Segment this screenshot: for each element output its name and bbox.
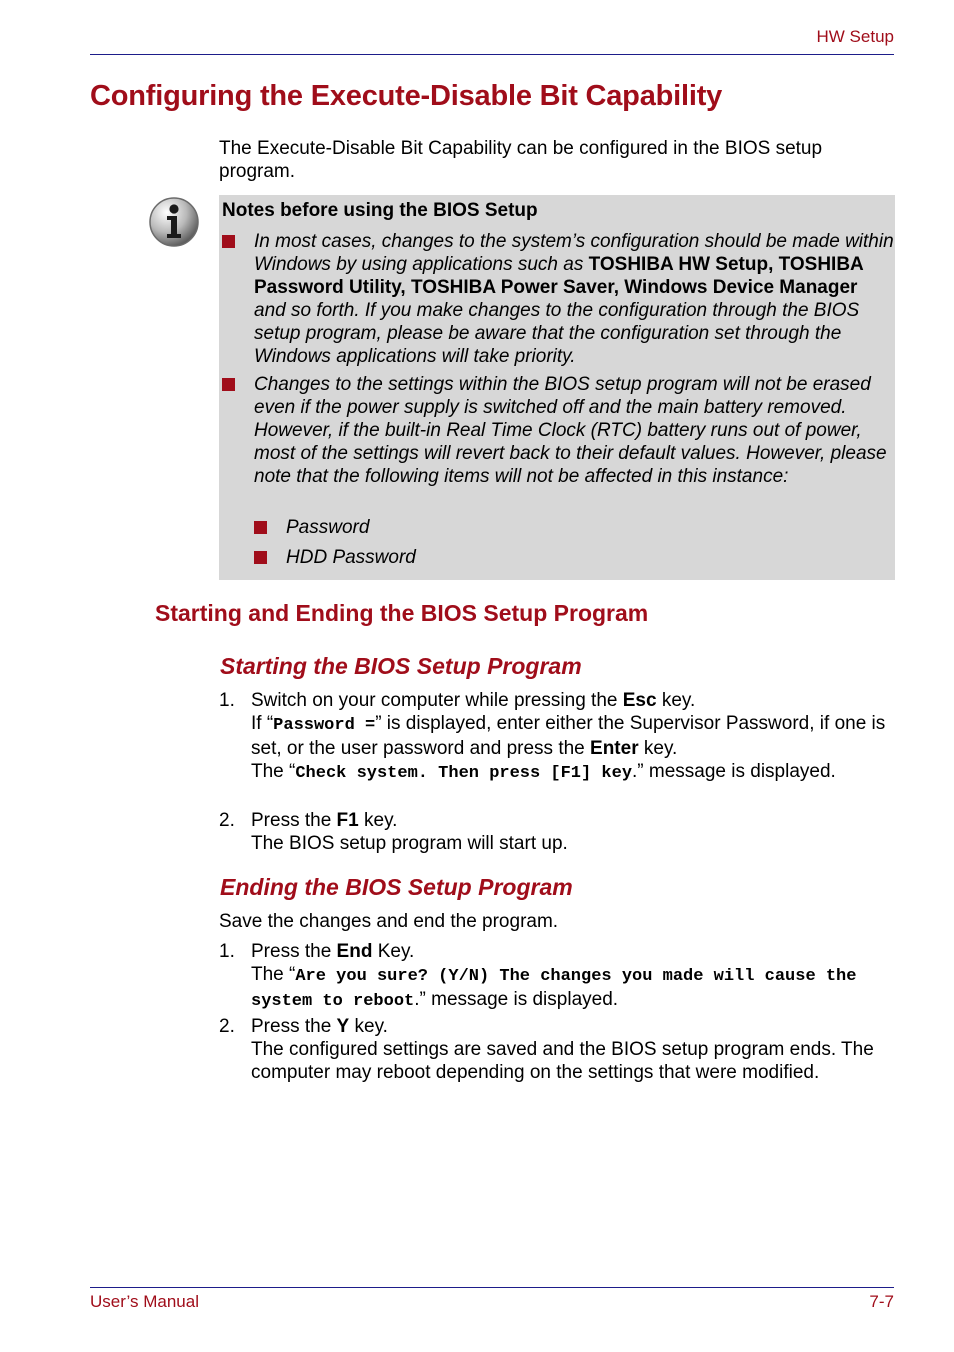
key-f1: F1	[336, 810, 359, 831]
start-step-2-result: The BIOS setup program will start up.	[251, 833, 568, 854]
key-end: End	[336, 941, 373, 962]
subheading-starting: Starting the BIOS Setup Program	[220, 653, 582, 679]
square-bullet-icon	[222, 378, 235, 391]
note-bullet-2-text: Changes to the settings within the BIOS setup program will not be erased even if the power supply is switched off and the main battery removed. However, if the built-in Real Time Clock (RTC) battery runs out of power, most of the settings will revert back to their default values. However, please note that the following items will not be affected in this instance:	[254, 374, 887, 487]
code-check-system-message: Check system. Then press [F1] key	[295, 764, 633, 783]
note-bullet-2	[254, 373, 894, 488]
footer-rule	[90, 1287, 894, 1288]
start-step-1-message-text: .” message is displayed.	[632, 761, 836, 782]
end-step-1-text: Press the	[251, 941, 337, 962]
page-title: Configuring the Execute-Disable Bit Capability	[90, 80, 723, 112]
subheading-ending: Ending the BIOS Setup Program	[220, 874, 573, 900]
code-reboot-message: Are you sure? (Y/N) The changes you made will cause the system to reboot	[251, 967, 857, 1011]
header-rule	[90, 54, 894, 55]
note-sub-bullet-password	[286, 516, 586, 539]
info-icon	[148, 196, 200, 248]
start-step-1-text-end: key.	[656, 690, 696, 711]
step-number: 1.	[219, 690, 235, 711]
square-bullet-icon	[254, 521, 267, 534]
note-title: Notes before using the BIOS Setup	[222, 200, 538, 221]
step-number: 2.	[219, 1016, 235, 1037]
intro-paragraph: The Execute-Disable Bit Capability can be configured in the BIOS setup program.	[219, 138, 823, 182]
start-step-1-password-text: ” is displayed, enter either the Supervisor Password, if one is set, or the user password and press the	[251, 713, 886, 759]
end-step-1-message-text: .” message is displayed.	[414, 989, 619, 1010]
end-step-2-text: Press the	[251, 1016, 337, 1037]
quote-open: The “	[251, 761, 296, 782]
key-y: Y	[336, 1016, 350, 1037]
end-step-2-text-end: key.	[349, 1016, 388, 1037]
code-password-prompt: Password =	[273, 716, 376, 735]
ending-intro: Save the changes and end the program.	[219, 911, 559, 932]
start-step-2-text: Press the	[251, 810, 337, 831]
key-esc: Esc	[622, 690, 657, 711]
quote-open: The “	[251, 964, 296, 985]
square-bullet-icon	[254, 551, 267, 564]
note-sub-bullet-hdd-password	[286, 546, 586, 569]
note-sub-bullet-hdd-password-text: HDD Password	[286, 547, 416, 568]
end-step-1-text-end: Key.	[372, 941, 415, 962]
note-bullet-1-text-b: and so forth. If you make changes to the configuration through the BIOS setup program, please be aware that the configuration set through the Windows applications will take priority.	[254, 300, 860, 367]
note-sub-bullet-password-text: Password	[286, 517, 370, 538]
start-step-1-text: Switch on your computer while pressing the	[251, 690, 623, 711]
section-heading: Starting and Ending the BIOS Setup Program	[155, 600, 649, 626]
end-step-2-result: The configured settings are saved and the BIOS setup program ends. The computer may reboot depending on the settings that were modified.	[251, 1039, 874, 1083]
footer-page-number: 7-7	[869, 1292, 894, 1311]
step-number: 1.	[219, 941, 235, 962]
footer-manual-label: User’s Manual	[90, 1292, 199, 1311]
note-bullet-1-apps: TOSHIBA HW Setup, TOSHIBA Password Utility, TOSHIBA Power Saver, Windows Device Manager	[254, 254, 864, 298]
header-section-label: HW Setup	[816, 27, 894, 46]
note-box	[219, 195, 895, 580]
key-enter: Enter	[590, 738, 639, 759]
note-bullet-1	[254, 230, 894, 368]
note-bullet-1-text-a: In most cases, changes to the system’s configuration should be made within Windows by using applications such as	[254, 231, 894, 275]
quote-open: If “	[251, 713, 274, 734]
start-step-2-text-end: key.	[358, 810, 398, 831]
step-number: 2.	[219, 810, 235, 831]
start-step-1-password-text-end: key.	[638, 738, 678, 759]
square-bullet-icon	[222, 235, 235, 248]
